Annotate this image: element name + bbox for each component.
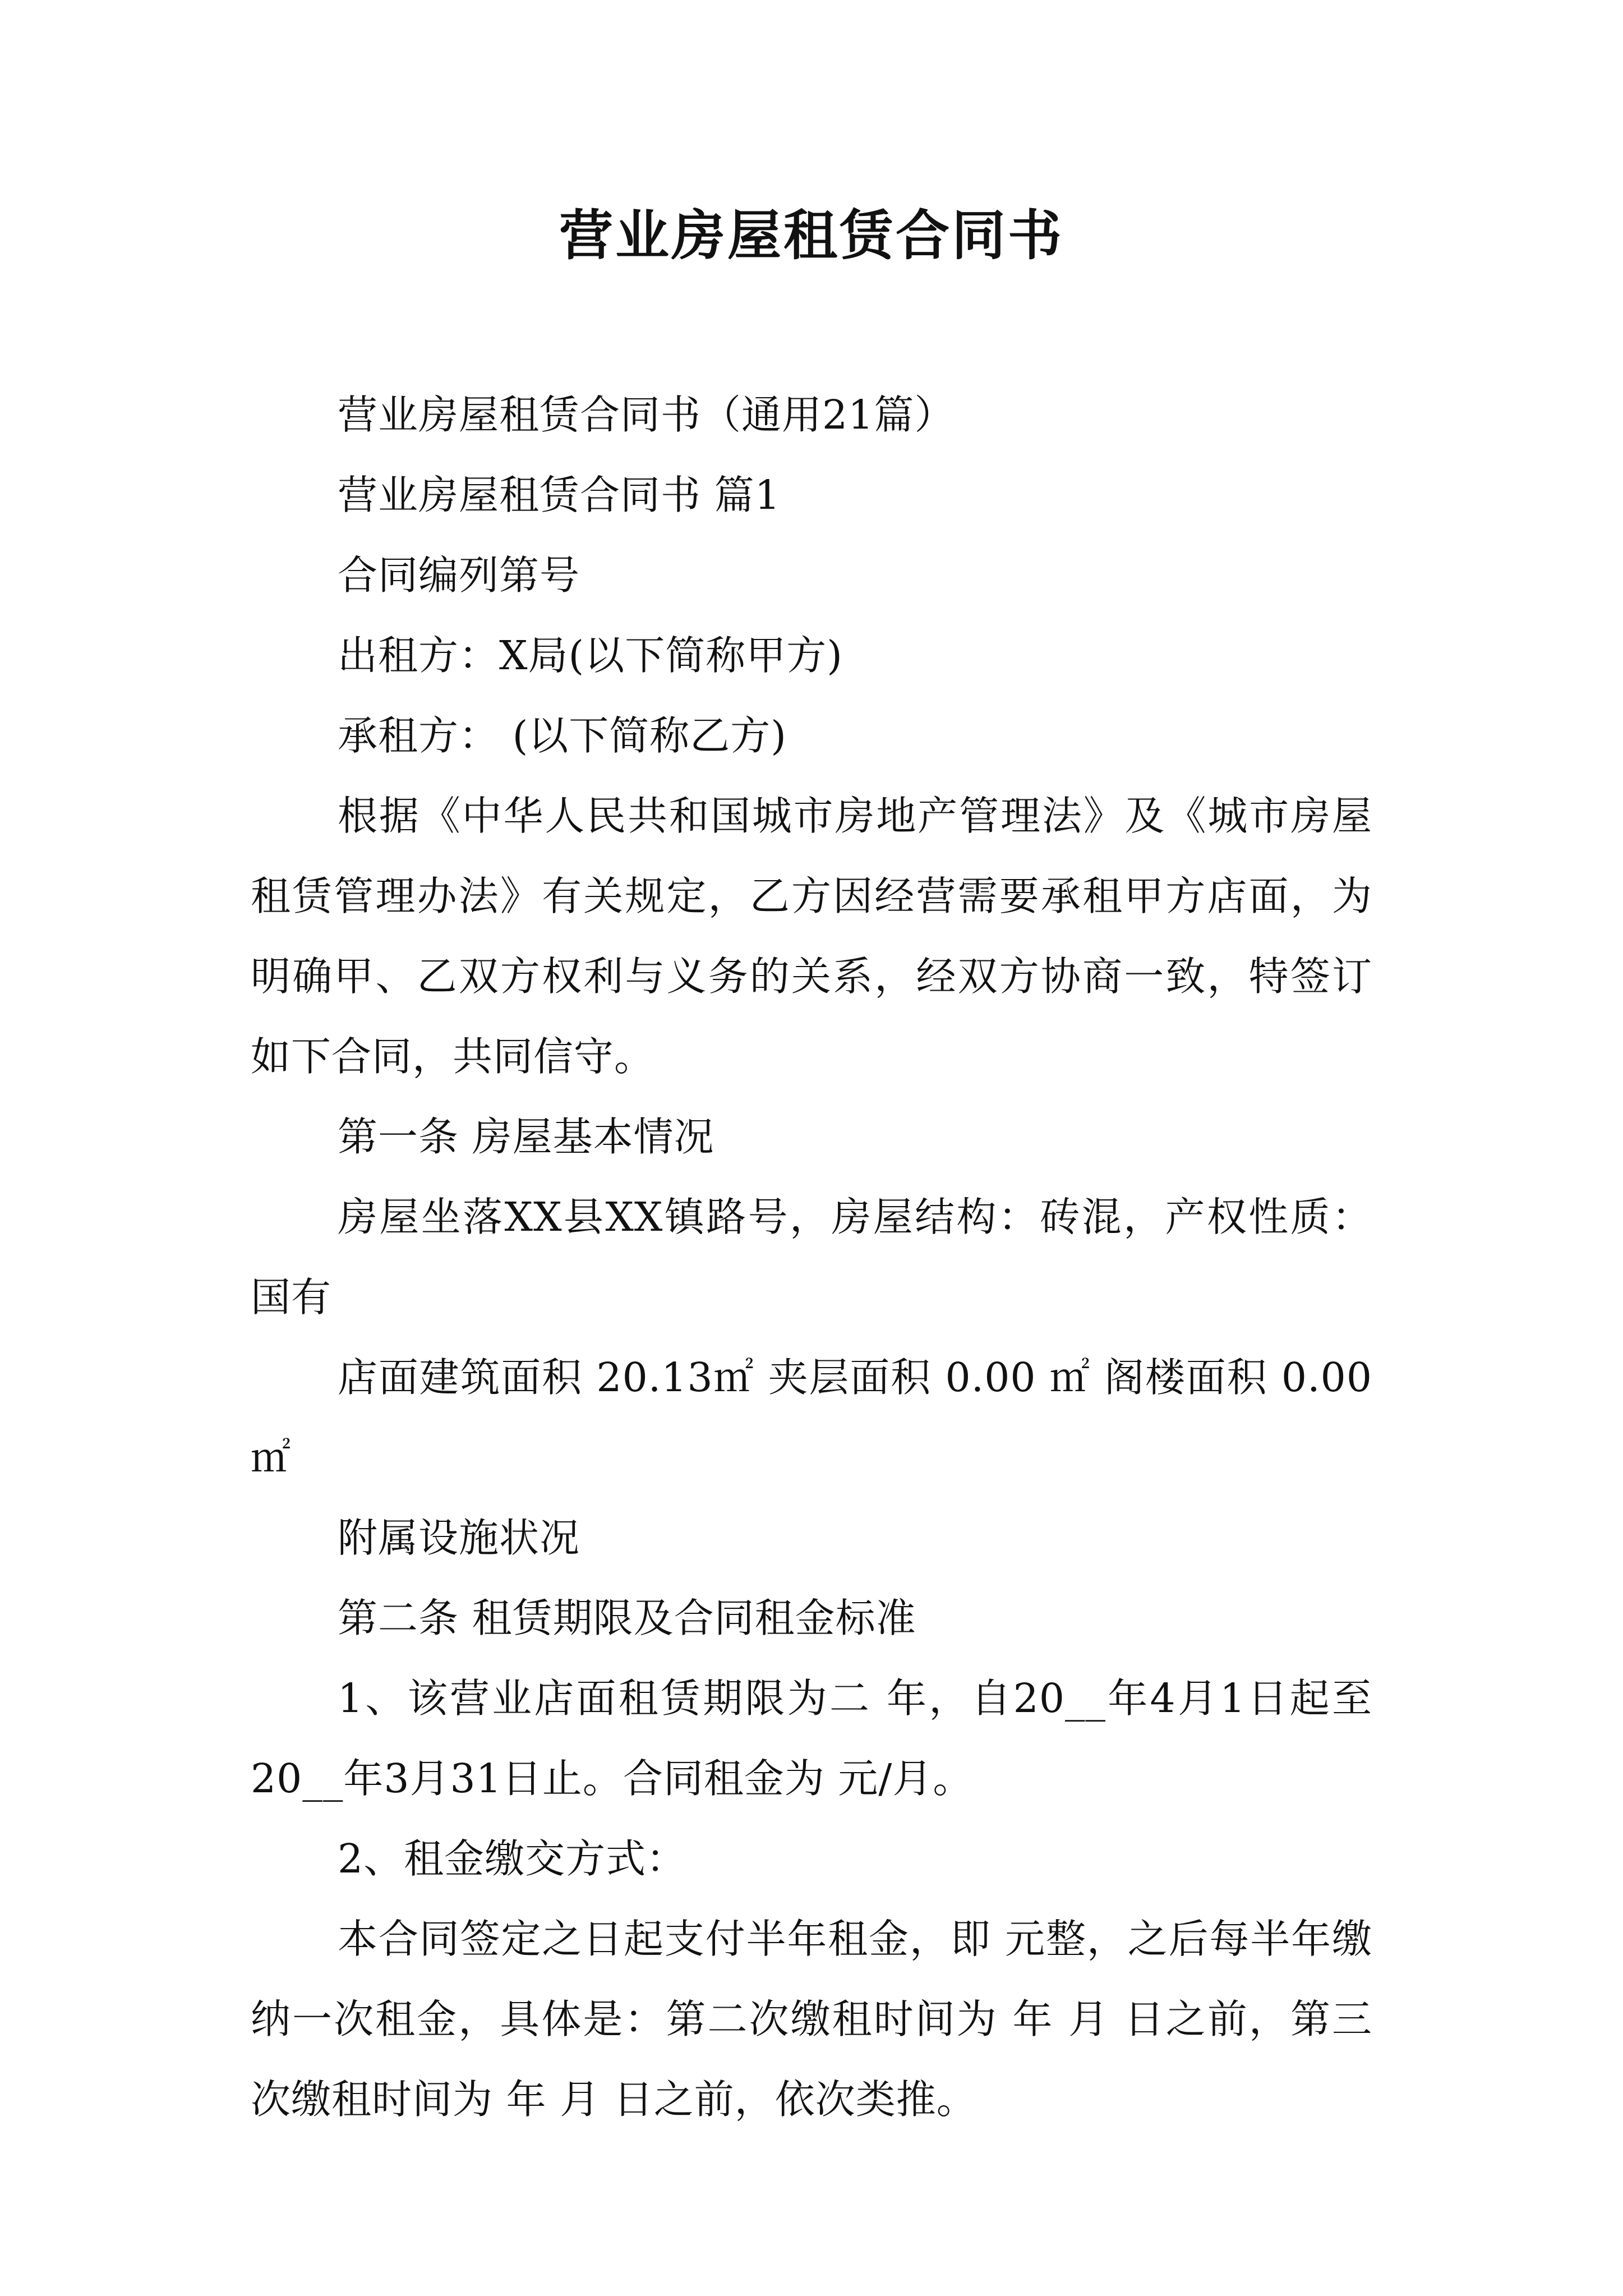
paragraph-property-location: 房屋坐落XX县XX镇路号，房屋结构：砖混，产权性质：国有: [251, 1194, 1372, 1320]
paragraph-section-heading: 营业房屋租赁合同书 篇1: [338, 472, 781, 518]
document-body: [251, 375, 1372, 2139]
paragraph-preamble: 根据《中华人民共和国城市房地产管理法》及《城市房屋租赁管理办法》有关规定，乙方因经营需要承租甲方店面，为明确甲、乙双方权利与义务的关系，经双方协商一致，特签订如下合同，共同信守。: [251, 793, 1372, 1080]
paragraph-article-2-heading: 第二条 租赁期限及合同租金标准: [338, 1595, 916, 1641]
paragraph-facilities: 附属设施状况: [338, 1515, 580, 1561]
paragraph-article-1-heading: 第一条 房屋基本情况: [338, 1114, 714, 1160]
paragraph-payment-schedule: 本合同签定之日起支付半年租金，即 元整，之后每半年缴纳一次租金，具体是：第二次缴租时间为 年 月 日之前，第三次缴租时间为 年 月 日之前，依次类推。: [251, 1916, 1372, 2123]
paragraph-lessor: 出租方：X局(以下简称甲方): [338, 632, 843, 679]
document-title: 营业房屋租赁合同书: [559, 204, 1064, 267]
paragraph-contract-number: 合同编列第号: [338, 552, 580, 599]
paragraph-lease-term: 1、该营业店面租赁期限为二 年，自20__年4月1日起至20__年3月31日止。合同租金为 元/月。: [251, 1675, 1372, 1802]
paragraph-lessee: 承租方： (以下简称乙方): [338, 712, 787, 759]
paragraph-property-area: 店面建筑面积 20.13㎡ 夹层面积 0.00 ㎡ 阁楼面积 0.00㎡: [251, 1354, 1372, 1481]
paragraph-payment-method: 2、租金缴交方式：: [338, 1835, 687, 1882]
paragraph-subtitle: 营业房屋租赁合同书（通用21篇）: [338, 392, 955, 438]
